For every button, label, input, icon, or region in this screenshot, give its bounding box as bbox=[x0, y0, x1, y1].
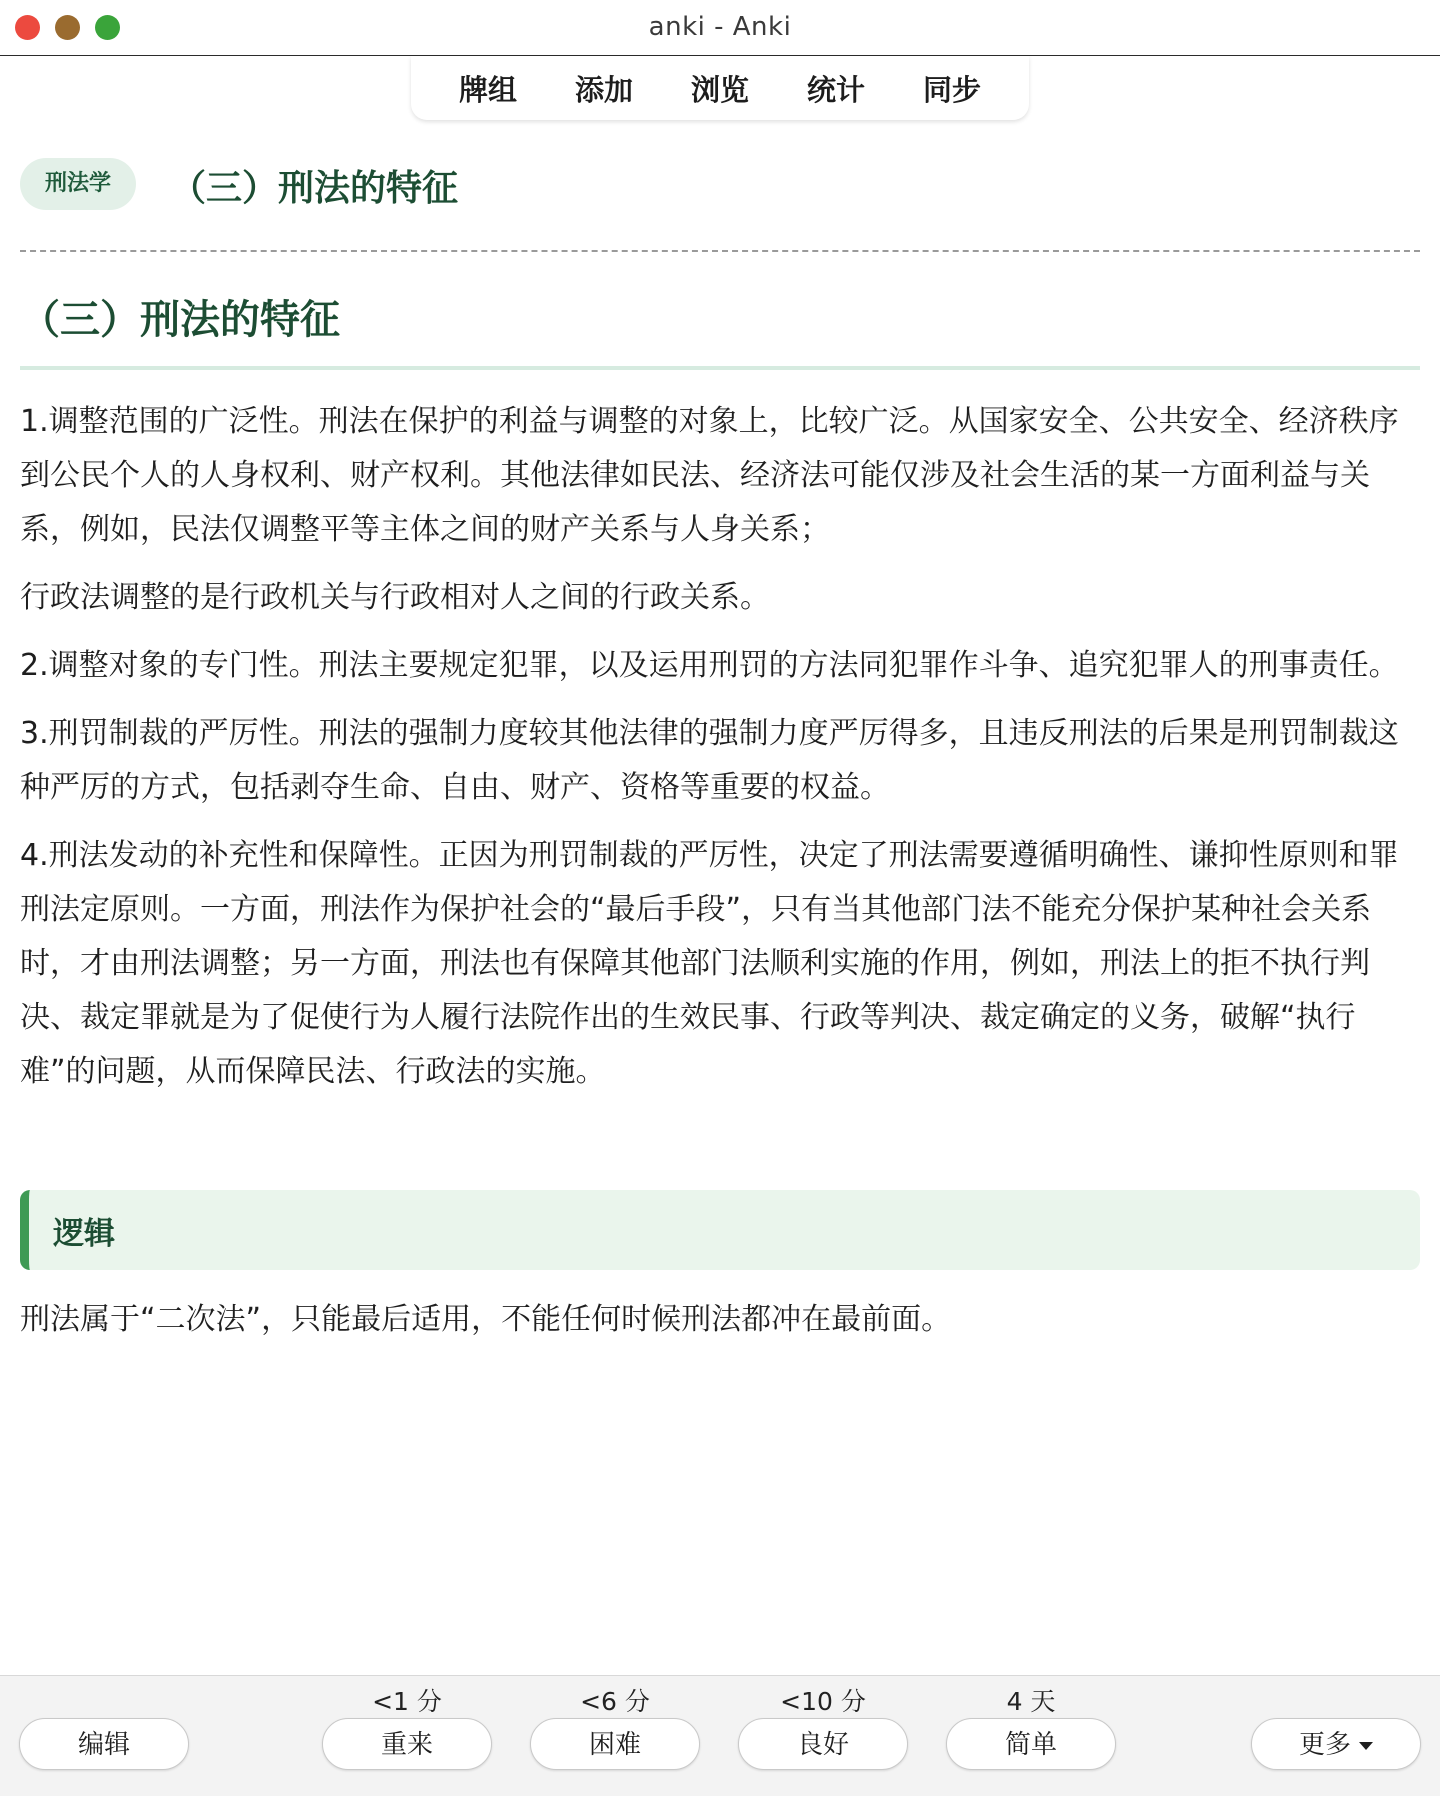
again-interval: <1 分 bbox=[372, 1687, 442, 1716]
hard-interval: <6 分 bbox=[580, 1687, 650, 1716]
easy-button[interactable]: 简单 bbox=[946, 1718, 1116, 1770]
callout-text: 刑法属于“二次法”，只能最后适用，不能任何时候刑法都冲在最前面。 bbox=[20, 1302, 952, 1337]
good-interval: <10 分 bbox=[780, 1687, 866, 1716]
easy-interval: 4 天 bbox=[1006, 1687, 1056, 1716]
tab-browse[interactable]: 浏览 bbox=[690, 72, 749, 107]
more-button[interactable] bbox=[1251, 1718, 1421, 1770]
title-bar bbox=[0, 0, 1440, 56]
paragraph: 3.刑罚制裁的严厉性。刑法的强制力度较其他法律的强制力度严厉得多，且违反刑法的后果是刑罚制裁这种严厉的方式，包括剥夺生命、自由、财产、资格等重要的权益。 bbox=[20, 716, 1399, 805]
window-title: anki - Anki bbox=[648, 12, 792, 42]
tab-stats[interactable]: 统计 bbox=[806, 72, 865, 107]
section-heading bbox=[20, 288, 1420, 370]
paragraph: 1.调整范围的广泛性。刑法在保护的利益与调整的对象上，比较广泛。从国家安全、公共安全、经济秩序到公民个人的人身权利、财产权利。其他法律如民法、经济法可能仅涉及社会生活的某一方面利益与关系，例如，民法仅调整平等主体之间的财产关系与人身关系； bbox=[20, 404, 1399, 547]
card-header bbox=[20, 140, 1420, 235]
chevron-down-icon bbox=[1359, 1742, 1373, 1750]
main-toolbar bbox=[411, 56, 1029, 120]
hard-button[interactable]: 困难 bbox=[530, 1718, 700, 1770]
logic-callout bbox=[20, 1190, 1420, 1270]
paragraph: 行政法调整的是行政机关与行政相对人之间的行政关系。 bbox=[20, 580, 770, 615]
good-button[interactable]: 良好 bbox=[738, 1718, 908, 1770]
again-button[interactable]: 重来 bbox=[322, 1718, 492, 1770]
edit-button[interactable]: 编辑 bbox=[19, 1718, 189, 1770]
section-heading-text: （三）刑法的特征 bbox=[20, 297, 340, 343]
answer-body bbox=[20, 395, 1420, 1113]
card-front-title: （三）刑法的特征 bbox=[170, 168, 459, 209]
more-label: 更多 bbox=[1298, 1730, 1351, 1760]
card-content bbox=[20, 140, 1420, 1337]
answer-bar bbox=[0, 1675, 1440, 1796]
paragraph: 4.刑法发动的补充性和保障性。正因为刑罚制裁的严厉性，决定了刑法需要遵循明确性、谦抑性原则和罪刑法定原则。一方面，刑法作为保护社会的“最后手段”，只有当其他部门法不能充分保护某种社会关系时，才由刑法调整；另一方面，刑法也有保障其他部门法顺利实施的作用，例如，刑法上的拒不执行判决、裁定罪就是为了促使行为人履行法院作出的生效民事、行政等判决、裁定确定的义务，破解“执行难”的问题，从而保障民法、行政法的实施。 bbox=[20, 838, 1399, 1089]
tab-decks[interactable]: 牌组 bbox=[458, 72, 517, 107]
tab-add[interactable]: 添加 bbox=[574, 72, 633, 107]
answer-divider bbox=[20, 250, 1420, 252]
tab-sync[interactable]: 同步 bbox=[922, 72, 981, 107]
callout-label: 逻辑 bbox=[53, 1216, 115, 1252]
paragraph: 2.调整对象的专门性。刑法主要规定犯罪，以及运用刑罚的方法同犯罪作斗争、追究犯罪人的刑事责任。 bbox=[20, 648, 1399, 683]
deck-tag: 刑法学 bbox=[20, 158, 136, 210]
